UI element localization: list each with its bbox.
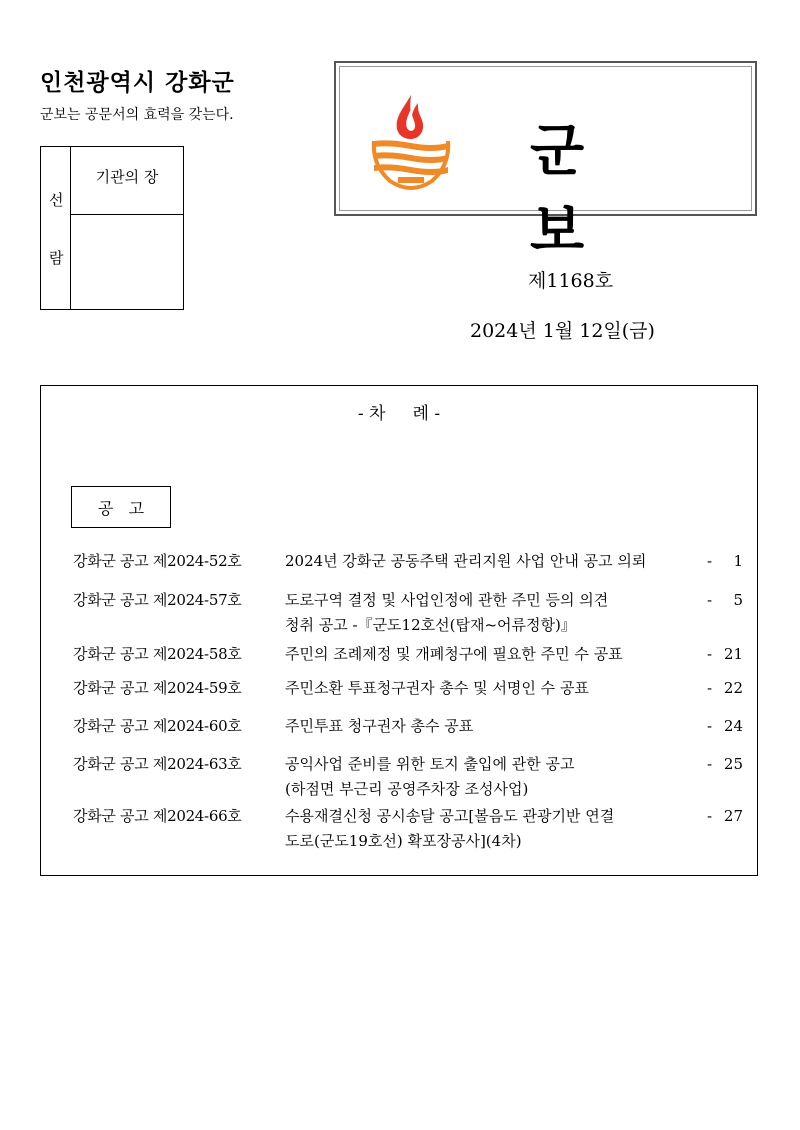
entry-title [285,804,703,854]
entry-number: 강화군 공고 제2024-66호 [73,807,242,825]
entry-title-line: 청취 공고 -『군도12호선(탑재~어류정항)』 [285,616,576,634]
approval-side-char: 선 [49,191,64,209]
entry-title [285,588,703,638]
entry-number: 강화군 공고 제2024-63호 [73,755,242,773]
toc-section-label: 공 고 [71,486,171,528]
entry-title-line: 2024년 강화군 공동주택 관리지원 사업 안내 공고 의뢰 [285,552,647,570]
entry-page: 25 [723,755,743,773]
entry-title [285,549,703,574]
entry-number: 강화군 공고 제2024-59호 [73,679,242,697]
entry-page: 27 [723,807,743,825]
entry-number: 강화군 공고 제2024-52호 [73,552,242,570]
entry-leader: - [707,807,713,825]
entry-title-line: 공익사업 준비를 위한 토지 출입에 관한 공고 [285,755,575,773]
entry-leader: - [707,717,713,735]
issue-number: 제1168호 [528,270,614,292]
entry-title-line: 도로(군도19호선) 확포장공사](4차) [285,832,522,850]
entry-title [285,714,703,739]
entry-leader: - [707,552,713,570]
entry-title-line: (하점면 부근리 공영주차장 조성사업) [285,780,529,798]
entry-number: 강화군 공고 제2024-57호 [73,591,242,609]
entry-page: 22 [723,679,743,697]
toc-title: - 차 례 - [357,404,441,424]
government-title: 인천광역시 강화군 [40,70,235,96]
entry-page: 21 [723,645,743,663]
entry-title-line: 주민투표 청구권자 총수 공표 [285,717,474,735]
approval-side-label [41,147,71,309]
entry-title-line: 수용재결신청 공시송달 공고[볼음도 관광기반 연결 [285,807,615,825]
government-subtitle: 군보는 공문서의 효력을 갖는다. [40,107,234,123]
entry-title-line: 주민의 조례제정 및 개폐청구에 필요한 주민 수 공표 [285,645,623,663]
entry-leader: - [707,679,713,697]
gangwha-emblem-icon [368,95,454,195]
entry-leader: - [707,645,713,663]
table-of-contents [40,385,758,876]
approval-box [40,146,184,310]
gazette-banner [334,61,757,264]
entry-title [285,752,703,802]
entry-title [285,676,703,701]
entry-page: 5 [733,591,743,609]
entry-number: 강화군 공고 제2024-60호 [73,717,242,735]
approval-head-label: 기관의 장 [71,147,183,215]
entry-page: 24 [723,717,743,735]
entry-leader: - [707,591,713,609]
issue-date: 2024년 1월 12일(금) [470,320,655,342]
entry-leader: - [707,755,713,773]
entry-title-line: 도로구역 결정 및 사업인정에 관한 주민 등의 의견 [285,591,609,609]
entry-number: 강화군 공고 제2024-58호 [73,645,242,663]
approval-side-char: 람 [49,249,64,267]
entry-title-line: 주민소환 투표청구권자 총수 및 서명인 수 공표 [285,679,589,697]
gazette-name: 군보 [530,119,647,264]
entry-title [285,642,703,667]
entry-page: 1 [733,552,743,570]
